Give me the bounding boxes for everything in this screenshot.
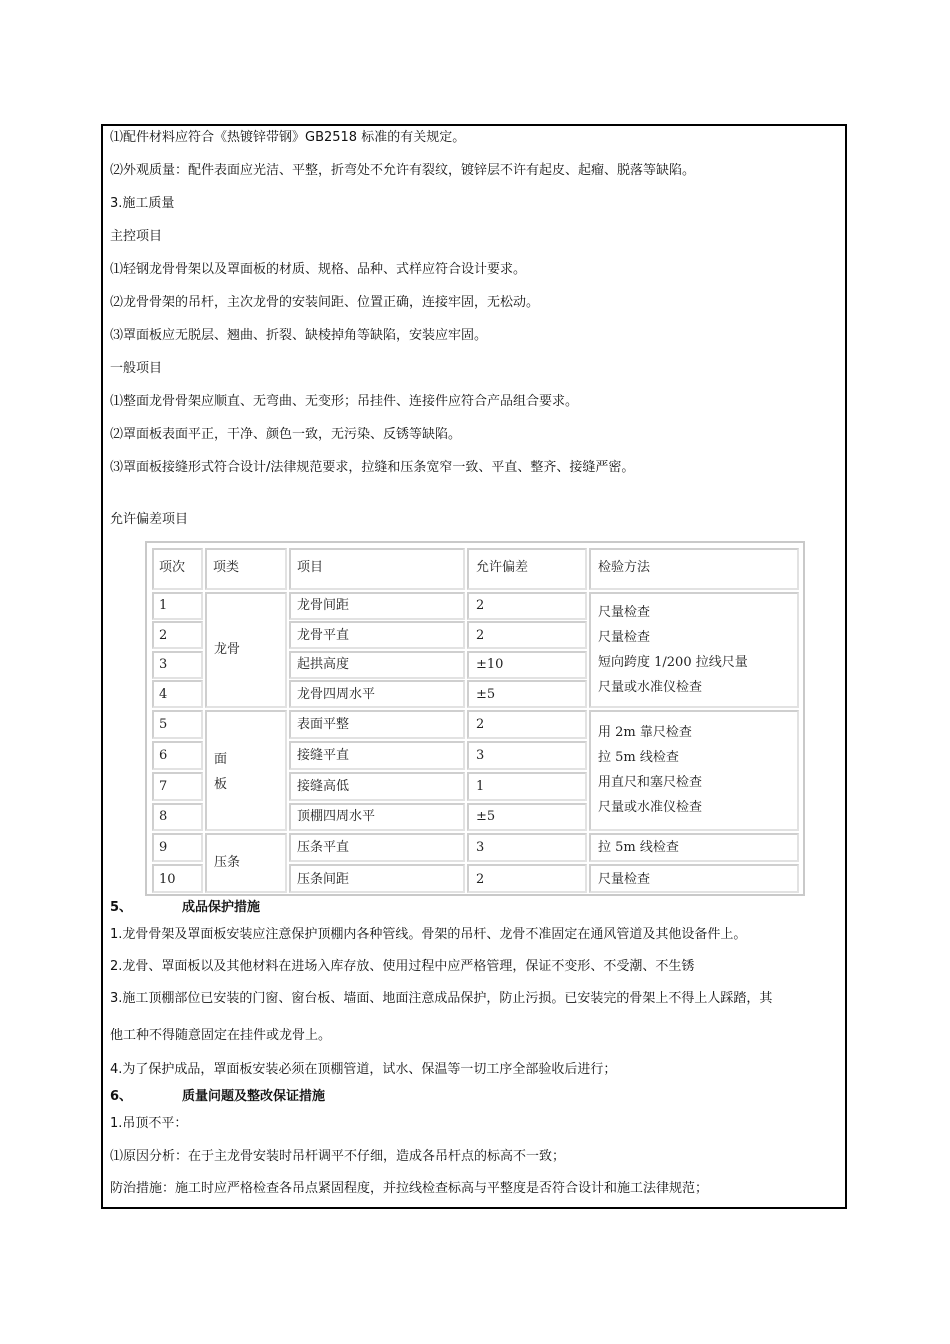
method-text: 尺量或水准仪检查 [598, 800, 703, 815]
header-item: 项目 [297, 560, 324, 575]
row-tolerance: 3 [476, 840, 485, 855]
text-line: 2.龙骨、罩面板以及其他材料在进场入库存放、使用过程中应严格管理，保证不变形、不受潮、不生锈 [110, 959, 695, 974]
group-label-strip: 压条 [214, 855, 241, 870]
method-text: 尺量检查 [598, 630, 651, 645]
subheading: 主控项目 [110, 229, 163, 244]
table-cell [467, 772, 587, 801]
row-item: 龙骨四周水平 [297, 687, 376, 702]
row-tolerance: 2 [476, 872, 485, 887]
section-title: 成品保护措施 [182, 900, 261, 915]
row-no: 5 [159, 717, 168, 732]
row-tolerance: ±10 [476, 657, 504, 672]
method-text: 尺量检查 [598, 872, 651, 887]
table-caption: 允许偏差项目 [110, 512, 189, 527]
method-text: 拉 5m 线检查 [598, 840, 679, 855]
row-tolerance: ±5 [476, 809, 496, 824]
tolerance-table [145, 541, 805, 896]
row-item: 接缝平直 [297, 748, 350, 763]
row-tolerance: 2 [476, 628, 485, 643]
method-text: 用 2m 靠尺检查 [598, 725, 692, 740]
text-line: ⑴整面龙骨骨架应顺直、无弯曲、无变形；吊挂件、连接件应符合产品组合要求。 [110, 394, 579, 409]
group-label-panel: 面 [214, 752, 228, 767]
method-text: 尺量或水准仪检查 [598, 680, 703, 695]
text-line: 3.施工顶棚部位已安装的门窗、窗台板、墙面、地面注意成品保护，防止污损。已安装完的骨架上不得上人踩踏，其 [110, 991, 773, 1006]
row-no: 6 [159, 748, 168, 763]
row-item: 表面平整 [297, 717, 350, 732]
table-cell [467, 741, 587, 770]
text-line: ⑴原因分析：在于主龙骨安装时吊杆调平不仔细，造成各吊杆点的标高不一致； [110, 1149, 566, 1164]
row-item: 接缝高低 [297, 779, 350, 794]
row-tolerance: 1 [476, 779, 485, 794]
table-cell [467, 864, 587, 893]
row-tolerance: 2 [476, 717, 485, 732]
text-line: ⑵外观质量：配件表面应光洁、平整，折弯处不允许有裂纹，镀锌层不许有起皮、起瘤、脱落等缺陷。 [110, 163, 696, 178]
text-line: ⑶罩面板接缝形式符合设计/法律规范要求，拉缝和压条宽窄一致、平直、整齐、接缝严密。 [110, 460, 635, 475]
text-line: ⑴配件材料应符合《热镀锌带钢》GB2518 标准的有关规定。 [110, 130, 466, 145]
row-no: 7 [159, 779, 168, 794]
section-6-heading [110, 1089, 325, 1105]
group-label-panel: 板 [214, 777, 228, 792]
group-label-keel: 龙骨 [214, 642, 241, 657]
header-method: 检验方法 [598, 560, 651, 575]
row-tolerance: 2 [476, 598, 485, 613]
table-cell [467, 833, 587, 862]
row-no: 10 [159, 872, 176, 887]
text-line: ⑵龙骨骨架的吊杆，主次龙骨的安装间距、位置正确，连接牢固，无松动。 [110, 295, 540, 310]
row-no: 2 [159, 628, 168, 643]
row-item: 顶棚四周水平 [297, 809, 376, 824]
subheading: 一般项目 [110, 361, 163, 376]
row-item: 龙骨间距 [297, 598, 350, 613]
table-cell [467, 592, 587, 620]
table-cell [467, 621, 587, 649]
section-5-heading [110, 900, 260, 916]
header-category: 项类 [213, 560, 240, 575]
text-line: 1.龙骨骨架及罩面板安装应注意保护顶棚内各种管线。骨架的吊杆、龙骨不准固定在通风管道及其他设备件上。 [110, 927, 747, 942]
row-item: 压条间距 [297, 872, 350, 887]
text-line: ⑶罩面板应无脱层、翘曲、折裂、缺棱掉角等缺陷，安装应牢固。 [110, 328, 488, 343]
row-item: 起拱高度 [297, 657, 350, 672]
row-no: 4 [159, 687, 168, 702]
method-text: 拉 5m 线检查 [598, 750, 679, 765]
section-number: 5、 [110, 900, 133, 915]
method-text: 尺量检查 [598, 605, 651, 620]
row-no: 1 [159, 598, 168, 613]
table-cell [467, 710, 587, 739]
text-line: 他工种不得随意固定在挂件或龙骨上。 [110, 1028, 332, 1043]
method-text: 用直尺和塞尺检查 [598, 775, 703, 790]
row-no: 3 [159, 657, 168, 672]
text-line: 4.为了保护成品，罩面板安装必须在顶棚管道，试水、保温等一切工序全部验收后进行； [110, 1062, 617, 1077]
section-title: 质量问题及整改保证措施 [182, 1089, 326, 1104]
section-heading: 3.施工质量 [110, 196, 175, 211]
row-tolerance: 3 [476, 748, 485, 763]
text-line: ⑴轻钢龙骨骨架以及罩面板的材质、规格、品种、式样应符合设计要求。 [110, 262, 527, 277]
table-group-cell [205, 710, 287, 831]
header-no: 项次 [159, 560, 186, 575]
row-no: 9 [159, 840, 168, 855]
row-item: 压条平直 [297, 840, 350, 855]
text-line: 1.吊顶不平： [110, 1116, 188, 1131]
text-line: ⑵罩面板表面平正，干净、颜色一致，无污染、反锈等缺陷。 [110, 427, 462, 442]
section-number: 6、 [110, 1089, 133, 1104]
row-no: 8 [159, 809, 168, 824]
row-tolerance: ±5 [476, 687, 496, 702]
method-text: 短向跨度 1/200 拉线尺量 [598, 655, 748, 670]
text-line: 防治措施：施工时应严格检查各吊点紧固程度，并拉线检查标高与平整度是否符合设计和施工法律规范； [110, 1181, 709, 1196]
row-item: 龙骨平直 [297, 628, 350, 643]
header-tolerance: 允许偏差 [476, 560, 529, 575]
